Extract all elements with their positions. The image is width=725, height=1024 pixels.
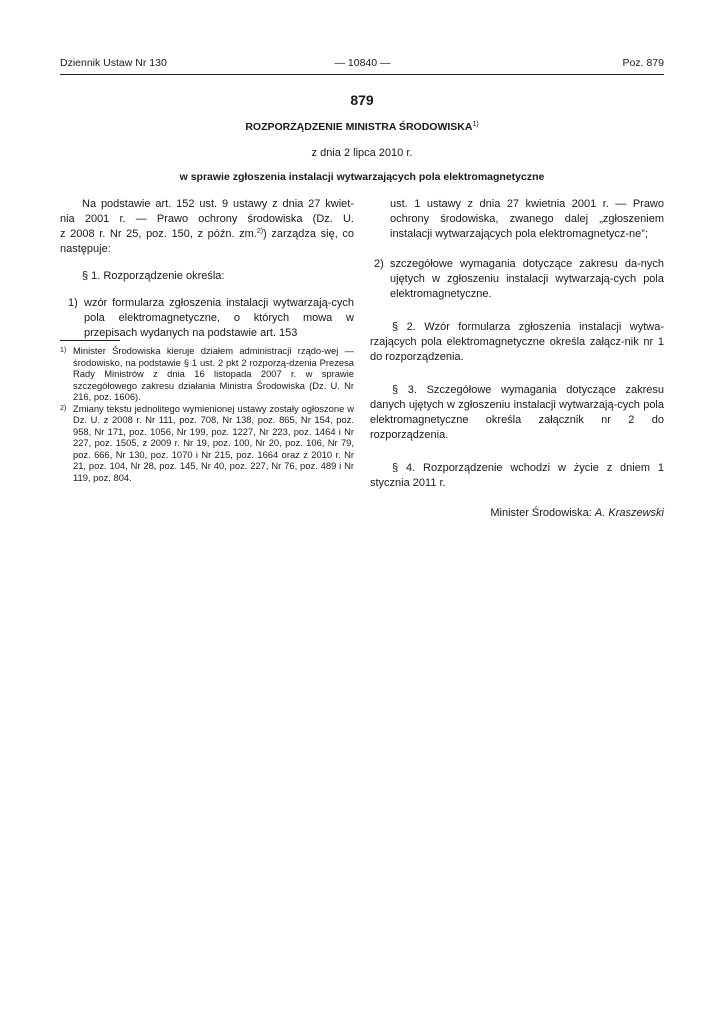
list-item-2-text: szczegółowe wymagania dotyczące zakresu da-nych ujętych w zgłoszeniu instalacji wytwarzają-cych pola elektromagnetyczne. — [390, 258, 664, 300]
page-number: — 10840 — — [334, 57, 391, 69]
signature-name: A. Kraszewski — [594, 507, 664, 519]
signature-role: Minister Środowiska: — [490, 507, 595, 519]
right-column — [370, 197, 664, 521]
paragraph-3: § 3. Szczegółowe wymagania dotyczące zakresu danych ujętych w zgłoszeniu instalacji wytwarzają-cych pola elektromagnetyczne określa załącznik nr 2 do rozporządzenia. — [370, 384, 664, 441]
list-item-1 — [60, 296, 354, 341]
footnote-1-label: 1) — [60, 347, 67, 354]
act-subject: w sprawie zgłoszenia instalacji wytwarzających pola elektromagnetyczne — [179, 171, 545, 183]
footnote-2 — [60, 403, 354, 484]
footnote-2-label: 2) — [60, 404, 67, 412]
preamble-footnote-ref: 2) — [256, 228, 264, 235]
footnote-rule — [60, 340, 120, 341]
preamble-line-2: nia 2001 r. — Prawo ochrony środowiska (Dz. U. — [60, 213, 354, 225]
preamble-line-3 — [60, 227, 354, 242]
journal-name: Dziennik Ustaw Nr 130 — [60, 57, 167, 69]
footnote-1-text: Minister Środowiska kieruje działem administracji rządo-wej — środowisko, na podstawie § 1 ust. 2 pkt 2 rozporzą-dzenia Prezesa Rady Ministrów z dnia 16 listopada 2007 r. w sprawie szczegółowego zakresu działania Ministra Środowiska (Dz. U. Nr 216, poz. 1606). — [73, 345, 354, 402]
paragraph-1-intro: § 1. Rozporządzenie określa: — [82, 270, 225, 282]
paragraph-4: § 4. Rozporządzenie wchodzi w życie z dniem 1 stycznia 2011 r. — [370, 462, 664, 489]
act-title — [60, 121, 664, 133]
list-item-1-text: wzór formularza zgłoszenia instalacji wytwarzają-cych pola elektromagnetyczne, o których mowa w przepisach wydanych na podstawie art. 153 — [84, 297, 354, 339]
act-date: z dnia 2 lipca 2010 r. — [311, 147, 413, 159]
list-item-1-continuation: ust. 1 ustawy z dnia 27 kwietnia 2001 r. — Prawo ochrony środowiska, zwanego dalej „zgłoszeniem instalacji wytwarzających pola elektromagnetycz-ne”; — [390, 198, 664, 240]
footnote-1 — [60, 345, 354, 403]
paragraph-2: § 2. Wzór formularza zgłoszenia instalacji wytwa-rzających pola elektromagnetyczne określa załącz-nik nr 1 do rozporządzenia. — [370, 321, 664, 363]
preamble-line-3-end: ) zarządza się, co — [263, 228, 354, 240]
left-column — [60, 197, 354, 341]
position-reference: Poz. 879 — [622, 57, 664, 69]
position-number: 879 — [350, 92, 374, 108]
list-item-2-label: 2) — [374, 258, 384, 270]
signature — [370, 506, 664, 521]
list-item-2 — [370, 257, 664, 302]
footnotes — [60, 345, 354, 483]
header-rule — [60, 74, 664, 75]
list-item-1-label: 1) — [68, 297, 78, 309]
footnote-2-text: Zmiany tekstu jednolitego wymienionej ustawy zostały ogłoszone w Dz. U. z 2008 r. Nr 111, poz. 708, Nr 138, poz. 865, Nr 154, poz. 958, Nr 171, poz. 1056, Nr 199, poz. 1227, Nr 223, poz. 1464 i Nr 227, poz. 1505, z 2009 r. Nr 19, poz. 100, Nr 20, poz. 106, Nr 79, poz. 666, Nr 130, poz. 1070 i Nr 215, poz. 1664 oraz z 2010 r. Nr 21, poz. 104, Nr 28, poz. 145, Nr 40, poz. 227, Nr 76, poz. 489 i Nr 119, poz. 804. — [73, 402, 354, 483]
title-footnote-ref: 1) — [472, 121, 479, 128]
act-title-text: ROZPORZĄDZENIE MINISTRA ŚRODOWISKA — [245, 121, 473, 133]
preamble-line-1: Na podstawie art. 152 ust. 9 ustawy z dnia 27 kwiet- — [82, 198, 354, 210]
preamble-line-3-text: z 2008 r. Nr 25, poz. 150, z późn. zm. — [60, 228, 257, 240]
preamble-line-4: następuje: — [60, 243, 111, 255]
